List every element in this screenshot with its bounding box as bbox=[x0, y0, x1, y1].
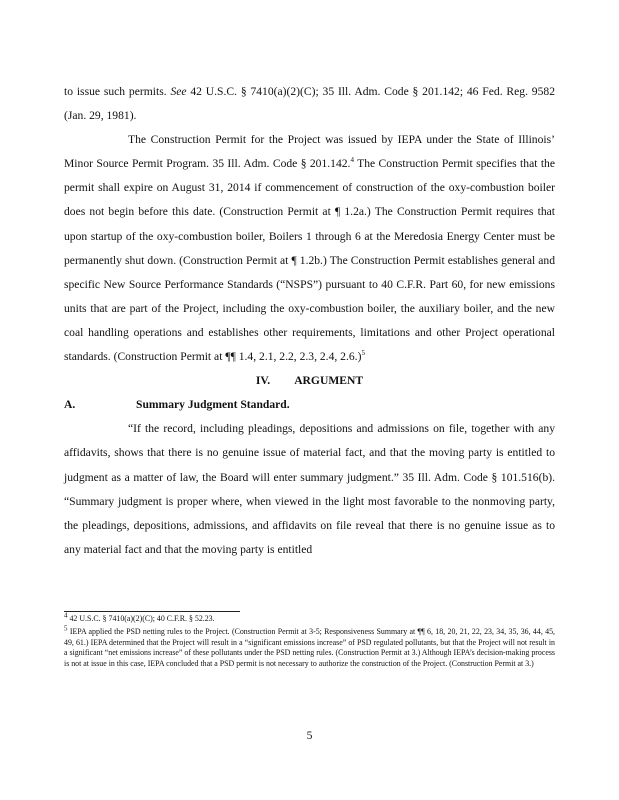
footnote-5 bbox=[64, 624, 555, 669]
footnote-text: IEPA applied the PSD netting rules to the Project. (Construction Permit at 3-5; Responsiveness Summary at ¶¶ 6, 18, 20, 21, 22, 23, 34, 35, 36, 44, 45, 49, 61.) IEPA determined that the Project will result in a “significant emissions increase” of PSD regulated pollutants, but that the Project will not result in a significant “net emissions increase” of these pollutants under the PSD netting rules. (Construction Permit at 3.) Although IEPA’s decision-making process is not at issue in this case, IEPA concluded that a PSD permit is not necessary to authorize the construction of the Project. (Construction Permit at 3.) bbox=[64, 627, 555, 668]
section-heading bbox=[64, 369, 555, 393]
footnotes bbox=[64, 611, 555, 672]
citation-signal: See bbox=[170, 85, 187, 98]
footnote-text: 42 U.S.C. § 7410(a)(2)(C); 40 C.F.R. § 52.23. bbox=[67, 614, 215, 623]
footnote-mark: 5 bbox=[64, 624, 68, 633]
subsection-heading bbox=[64, 393, 555, 417]
subsection-title: Summary Judgment Standard. bbox=[136, 398, 290, 412]
section-title: ARGUMENT bbox=[294, 374, 364, 388]
section-number: IV. bbox=[255, 374, 271, 388]
subsection-number: A. bbox=[64, 398, 76, 412]
paragraph-text: 42 U.S.C. § 7410(a)(2)(C); 35 Ill. Adm. Code § 201.142; 46 Fed. Reg. 9582 (Jan. 29, 1981). bbox=[64, 85, 555, 123]
paragraph-summary-judgment: “If the record, including pleadings, depositions and admissions on file, together with any affidavits, shows that there is no genuine issue of material fact, and that the moving party is entitled to judgment as a matter of law, the Board will enter summary judgment.” 35 Ill. Adm. Code § 101.516(b). “Summary judgment is proper where, when viewed in the light most favorable to the nonmoving party, the pleadings, depositions, admissions, and affidavits on file reveal that there is no genuine issue as to any material fact and that the moving party is entitled bbox=[64, 422, 555, 556]
footnote-divider bbox=[64, 611, 240, 612]
paragraph-text: The Construction Permit for the Project was issued by IEPA under the State of Illinois’ Minor Source Permit Program. 35 Ill. Adm. Code § 201.142. bbox=[64, 133, 555, 171]
footnote-ref-5: 5 bbox=[361, 349, 365, 358]
footnote-ref-4: 4 bbox=[350, 156, 354, 165]
paragraph-continuation bbox=[64, 80, 555, 128]
body-text bbox=[64, 80, 555, 562]
page-number: 5 bbox=[306, 729, 313, 742]
paragraph-text: The Construction Permit specifies that the permit shall expire on August 31, 2014 if commencement of construction of the oxy-combustion boiler does not begin before this date. (Construction Permit at ¶ 1.2a.) The Construction Permit requires that upon startup of the oxy-combustion boiler, Boilers 1 through 6 at the Meredosia Energy Center must be permanently shut down. (Construction Permit at ¶ 1.2b.) The Construction Permit establishes general and specific New Source Performance Standards (“NSPS”) pursuant to 40 C.F.R. Part 60, for new emissions units that are part of the Project, including the oxy-combustion boiler, the auxiliary boiler, and the new coal handling operations and establishes other requirements, limitations and other Project operational standards. (Construction Permit at ¶¶ 1.4, 2.1, 2.2, 2.3, 2.4, 2.6.) bbox=[64, 157, 555, 364]
paragraph-text: to issue such permits. bbox=[64, 85, 171, 98]
paragraph-construction-permit bbox=[64, 128, 555, 369]
footnote-4 bbox=[64, 611, 555, 624]
footnote-mark: 4 bbox=[64, 611, 68, 620]
